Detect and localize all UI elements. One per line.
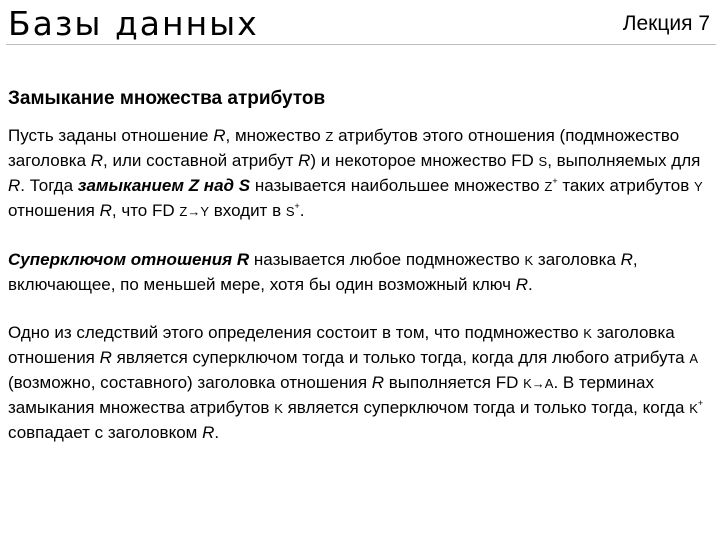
relation-symbol: R <box>8 176 21 195</box>
text: заголовка отношения <box>8 323 675 367</box>
dependency-expression: K→A <box>523 376 554 391</box>
text: . <box>299 201 305 220</box>
text: заголовка <box>533 250 621 269</box>
text: отношения <box>8 201 100 220</box>
text: называется любое подмножество <box>249 250 525 269</box>
course-title: Базы данных <box>8 4 259 43</box>
closure-superscript: + <box>697 398 704 408</box>
text: , включающее, по меньшей мере, хотя бы один возможный ключ <box>8 250 638 294</box>
attribute-symbol: Y <box>694 179 703 194</box>
attribute-symbol: Z <box>544 179 553 194</box>
attribute-symbol: Z <box>325 129 334 144</box>
attribute-symbol: A <box>689 351 699 366</box>
text: . Тогда <box>20 176 78 195</box>
text: называется наибольшее множество <box>250 176 545 195</box>
relation-symbol: R <box>371 373 385 392</box>
text: входит в <box>209 201 286 220</box>
text: , что FD <box>111 201 180 220</box>
attribute-symbol: K <box>583 326 592 341</box>
relation-symbol: R <box>213 126 226 145</box>
paragraph-gap <box>8 224 714 248</box>
text: , или составной атрибут <box>103 151 299 170</box>
text: таких атрибутов <box>557 176 695 195</box>
header-divider <box>6 44 716 45</box>
slide-header <box>0 0 720 48</box>
fd-set-symbol: S <box>538 154 548 169</box>
text: (возможно, составного) заголовка отношения <box>8 373 372 392</box>
text: Пусть заданы отношение <box>8 126 214 145</box>
text: , множество <box>225 126 326 145</box>
text: . В терминах замыкания множества атрибутов <box>8 373 655 417</box>
paragraph-closure-definition <box>8 124 714 224</box>
section-title: Замыкание множества атрибутов <box>8 88 326 109</box>
defined-term: замыканием Z над S <box>77 176 251 195</box>
fd-set-symbol: S <box>285 204 295 219</box>
text: является суперключом тогда и только тогда, когда для любого атрибута <box>111 348 690 367</box>
text: атрибутов этого отношения (подмножество заголовка <box>8 126 680 170</box>
attribute-symbol: K <box>524 253 534 268</box>
slide-body <box>8 124 714 445</box>
closure-superscript: + <box>552 176 558 186</box>
text: . <box>214 423 220 442</box>
text: является суперключом тогда и только тогда, когда <box>282 398 690 417</box>
text: выполняется FD <box>384 373 524 392</box>
paragraph-superkey-definition <box>8 248 714 297</box>
paragraph-gap <box>8 297 714 321</box>
dependency-expression: Z→Y <box>179 204 209 219</box>
relation-symbol: R <box>515 275 528 294</box>
text: Одно из следствий этого определения состоит в том, что подмножество <box>8 323 584 342</box>
relation-symbol: R <box>99 348 112 367</box>
attribute-symbol: K <box>274 401 283 416</box>
relation-symbol: R <box>99 201 112 220</box>
defined-term: Суперключом отношения R <box>8 250 250 269</box>
relation-symbol: R <box>90 151 104 170</box>
paragraph-superkey-consequence <box>8 321 714 445</box>
lecture-label: Лекция 7 <box>622 12 710 35</box>
text: ) и некоторое множество FD <box>310 151 539 170</box>
text: совпадает с заголовком <box>8 423 203 442</box>
attribute-symbol: K <box>689 401 698 416</box>
relation-symbol: R <box>202 423 215 442</box>
text: , выполняемых для <box>547 151 701 170</box>
text: . <box>527 275 533 294</box>
closure-superscript: + <box>294 201 300 211</box>
relation-symbol: R <box>620 250 633 269</box>
relation-symbol: R <box>298 151 311 170</box>
